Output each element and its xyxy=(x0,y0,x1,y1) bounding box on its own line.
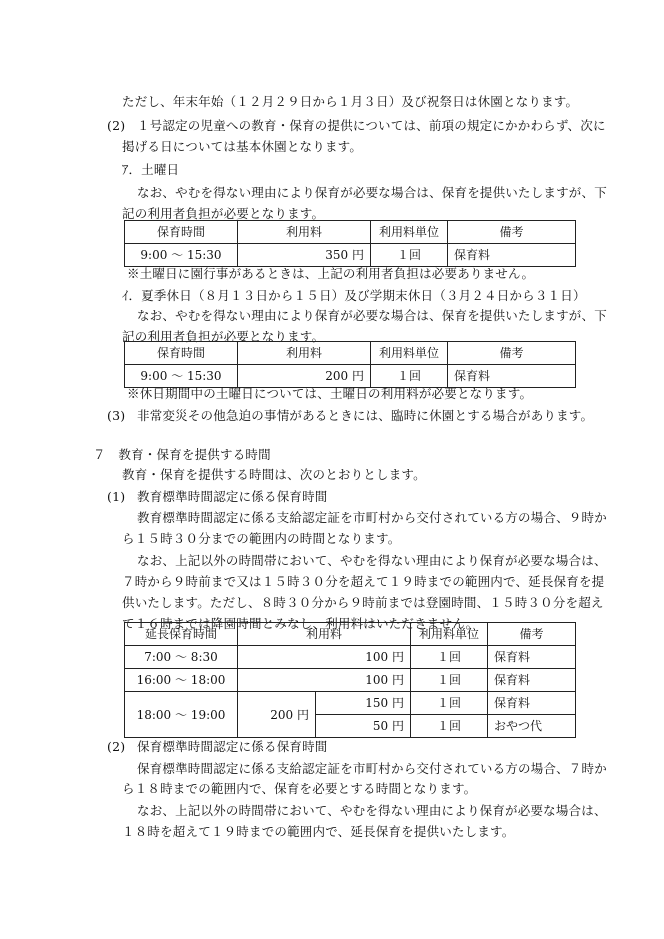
table-cell: 100 円 xyxy=(238,669,411,692)
table-cell: 100 円 xyxy=(238,646,411,669)
table-cell: 9:00 〜 15:30 xyxy=(125,244,238,267)
table-cell: 保育料 xyxy=(488,669,576,692)
paragraph-line: ただし、年末年始（１２月２９日から１月３日）及び祝祭日は休園となります。 xyxy=(122,94,579,109)
paragraph-line: 掲げる日については基本休園となります。 xyxy=(122,139,363,154)
subsection-heading: ｲ．夏季休日（８月１３日から１５日）及び学期末休日（３月２４日から３１日） xyxy=(122,288,586,303)
paragraph-line: なお、やむを得ない理由により保育が必要な場合は、保育を提供いたしますが、下 xyxy=(137,308,607,323)
table-header: 利用料 xyxy=(238,221,371,244)
subsection-heading: 保育標準時間認定に係る保育時間 xyxy=(137,739,328,754)
table-cell: １回 xyxy=(411,692,488,715)
table-header: 備考 xyxy=(448,221,576,244)
table-header: 保育時間 xyxy=(125,221,238,244)
note-line: ※土曜日に園行事があるときは、上記の利用者負担は必要ありません。 xyxy=(127,266,535,281)
saturday-fee-table xyxy=(124,220,576,267)
table-cell: 保育料 xyxy=(488,646,576,669)
table-header: 利用料 xyxy=(238,342,371,365)
paragraph-line: なお、やむを得ない理由により保育が必要な場合は、保育を提供いたしますが、下 xyxy=(137,185,607,200)
subsection-heading: 教育標準時間認定に係る保育時間 xyxy=(137,489,328,504)
item-number: (2) xyxy=(107,118,126,133)
paragraph-line: 保育標準時間認定に係る支給認定証を市町村から交付されている方の場合、７時か xyxy=(137,761,607,776)
table-cell: 18:00 〜 19:00 xyxy=(125,692,238,738)
table-header: 備考 xyxy=(488,623,576,646)
paragraph-line: １号認定の児童への教育・保育の提供については、前項の規定にかかわらず、次に xyxy=(137,118,606,133)
table-cell: 50 円 xyxy=(315,715,410,738)
table-cell: 保育料 xyxy=(448,244,576,267)
table-header: 利用料単位 xyxy=(411,623,488,646)
table-header: 保育時間 xyxy=(125,342,238,365)
table-row xyxy=(125,669,576,692)
table-cell: 16:00 〜 18:00 xyxy=(125,669,238,692)
note-line: ※休日期間中の土曜日については、土曜日の利用料が必要となります。 xyxy=(127,386,533,401)
paragraph-line: ら１５時３０分までの範囲内の時間となります。 xyxy=(122,531,401,546)
table-cell: １回 xyxy=(371,244,448,267)
table-cell: 200 円 xyxy=(238,365,371,388)
extended-care-fee-table xyxy=(124,622,576,738)
table-cell: １回 xyxy=(411,669,488,692)
table-cell: 9:00 〜 15:30 xyxy=(125,365,238,388)
table-header: 延長保育時間 xyxy=(125,623,238,646)
table-cell: 150 円 xyxy=(315,692,410,715)
paragraph-line: ら１８時までの範囲内で、保育を必要とする時間となります。 xyxy=(122,781,477,796)
paragraph-line: 非常変災その他急迫の事情があるときには、臨時に休園とする場合があります。 xyxy=(137,408,594,423)
table-row xyxy=(125,692,576,715)
table-cell: 保育料 xyxy=(448,365,576,388)
table-header: 利用料 xyxy=(238,623,411,646)
holiday-fee-table xyxy=(124,341,576,388)
paragraph-line: なお、上記以外の時間帯において、やむを得ない理由により保育が必要な場合は、 xyxy=(137,553,607,568)
table-cell: １回 xyxy=(371,365,448,388)
item-number: (2) xyxy=(107,739,126,754)
paragraph-line: なお、上記以外の時間帯において、やむを得ない理由により保育が必要な場合は、 xyxy=(137,803,607,818)
paragraph-line: 記の利用者負担が必要となります。 xyxy=(122,206,325,221)
table-header: 備考 xyxy=(448,342,576,365)
item-number: (3) xyxy=(107,408,126,423)
table-cell: おやつ代 xyxy=(488,715,576,738)
table-cell: １回 xyxy=(411,715,488,738)
paragraph-line: 供いたします。ただし、８時３０分から９時前までは登園時間、１５時３０分を超え xyxy=(122,595,604,610)
table-cell: 350 円 xyxy=(238,244,371,267)
paragraph-line: ７時から９時前まで又は１５時３０分を超えて１９時までの範囲内で、延長保育を提 xyxy=(122,574,605,589)
table-cell: 7:00 〜 8:30 xyxy=(125,646,238,669)
section-heading: ７ 教育・保育を提供する時間 xyxy=(93,447,271,462)
table-header: 利用料単位 xyxy=(371,221,448,244)
table-cell: 200 円 xyxy=(238,692,316,738)
paragraph-line: て１６時までは降園時間とみなし、利用料はいただきません。 xyxy=(122,616,479,631)
table-cell: １回 xyxy=(411,646,488,669)
subsection-heading: ｱ．土曜日 xyxy=(122,162,180,177)
paragraph-line: 教育・保育を提供する時間は、次のとおりとします。 xyxy=(122,467,426,482)
table-header: 利用料単位 xyxy=(371,342,448,365)
table-cell: 保育料 xyxy=(488,692,576,715)
paragraph-line: 記の利用者負担が必要となります。 xyxy=(122,329,325,344)
paragraph-line: 教育標準時間認定に係る支給認定証を市町村から交付されている方の場合、９時か xyxy=(137,510,607,525)
item-number: (1) xyxy=(107,489,126,504)
table-row xyxy=(125,646,576,669)
paragraph-line: １８時を超えて１９時までの範囲内で、延長保育を提供いたします。 xyxy=(122,824,515,839)
